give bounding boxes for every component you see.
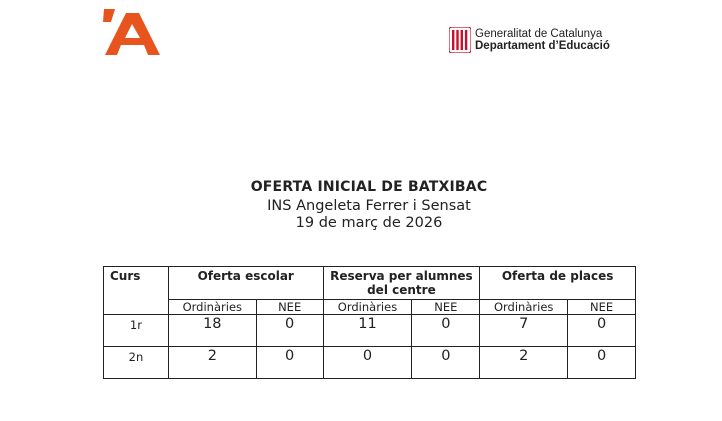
table-cell: 7	[480, 315, 568, 347]
table-cell: 0	[412, 347, 480, 379]
subheader-cell: Ordinàries	[480, 300, 568, 315]
gencat-name: Generalitat de Catalunya	[475, 28, 603, 40]
document-title: OFERTA INICIAL DE BATXIBAC	[250, 179, 488, 195]
table-subheader-row	[104, 300, 636, 315]
table-header-row	[104, 267, 636, 300]
group-header: Oferta escolar	[168, 267, 323, 300]
gencat-logo	[449, 27, 610, 53]
table-cell: 11	[323, 315, 412, 347]
table-cell: 0	[323, 347, 412, 379]
table-row	[104, 315, 636, 347]
subheader-cell: Ordinàries	[168, 300, 256, 315]
table-cell: 0	[568, 347, 636, 379]
table-cell: 2	[480, 347, 568, 379]
row-label: 2n	[104, 347, 169, 379]
table-cell: 2	[168, 347, 256, 379]
school-name: INS Angeleta Ferrer i Sensat	[267, 198, 471, 214]
table-cell: 0	[256, 347, 323, 379]
table-row	[104, 347, 636, 379]
subheader-cell: Ordinàries	[323, 300, 412, 315]
apostrophe-a-logo-icon	[103, 9, 161, 55]
subheader-cell: NEE	[412, 300, 480, 315]
table-cell: 0	[568, 315, 636, 347]
gencat-department: Departament d’Educació	[475, 40, 610, 52]
group-header: Reserva per alumnes del centre	[323, 267, 480, 300]
offer-table	[103, 266, 636, 379]
subheader-cell: NEE	[568, 300, 636, 315]
table-cell: 0	[412, 315, 480, 347]
subheader-cell: NEE	[256, 300, 323, 315]
table-cell: 0	[256, 315, 323, 347]
document-date: 19 de març de 2026	[295, 215, 443, 231]
curs-header: Curs	[104, 267, 169, 315]
row-label: 1r	[104, 315, 169, 347]
logo	[103, 9, 161, 55]
senyera-shield-icon	[449, 27, 471, 53]
table-cell: 18	[168, 315, 256, 347]
group-header: Oferta de places	[480, 267, 636, 300]
